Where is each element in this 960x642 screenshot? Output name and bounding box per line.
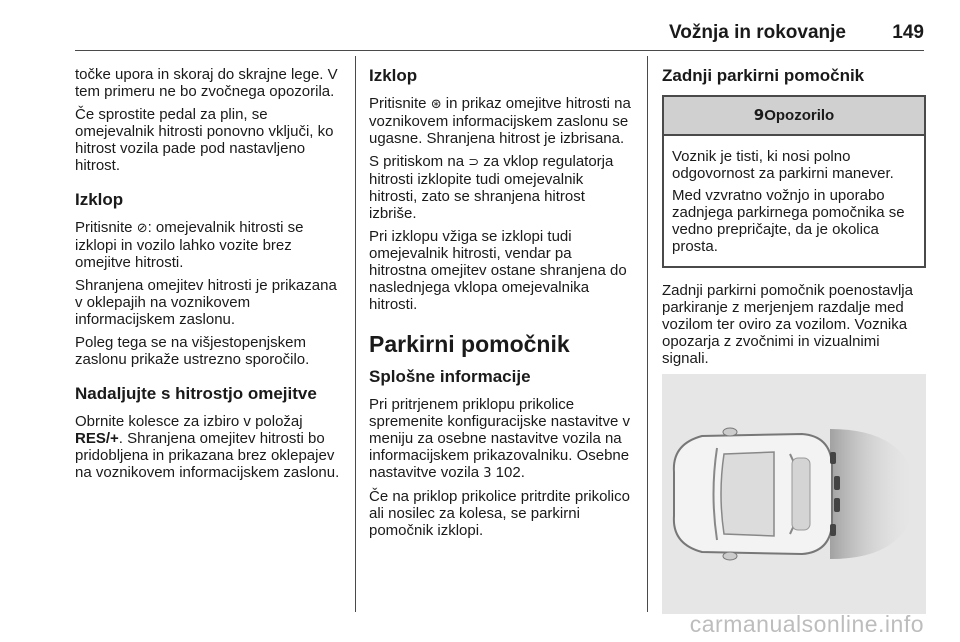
warning-text: Voznik je tisti, ki nosi polno odgovornost za parkirni manever. <box>672 148 894 182</box>
car-top-view-icon <box>662 374 926 614</box>
warning-box <box>662 95 926 268</box>
paragraph: Pri izklopu vžiga se izklopi tudi omejevalnik hitrosti, vendar pa hitrostna omejitev ostane shranjena do naslednjega vklopa omejevalnika hitrosti. <box>369 228 627 313</box>
paragraph: točke upora in skoraj do skrajne lege. V tem primeru ne bo zvočnega opozorila. <box>75 66 338 100</box>
warning-body <box>664 136 924 266</box>
warning-title: Opozorilo <box>764 107 835 124</box>
paragraph: Če sprostite pedal za plin, se omejevalnik hitrosti ponovno vključi, ko hitrost vozila pade pod nastavljeno hitrost. <box>75 106 334 174</box>
warning-text: Med vzvratno vožnjo in uporabo zadnjega parkirnega pomočnika se vedno prepričajte, da je okolica prosta. <box>672 187 905 255</box>
paragraph: Shranjena omejitev hitrosti je prikazana v oklepajih na voznikovem informacijskem zaslonu. <box>75 277 337 328</box>
heading-izklop: Izklop <box>75 190 124 209</box>
heading-zadnji-parkirni-pomocnik: Zadnji parkirni pomočnik <box>662 66 865 85</box>
heading-nadaljujte: Nadaljujte s hitrostjo omejitve <box>75 384 317 403</box>
heading-izklop-2: Izklop <box>369 66 418 85</box>
column-1 <box>75 66 345 487</box>
page-number: 149 <box>892 22 924 43</box>
paragraph: Obrnite kolesce za izbiro v položaj RES/+. Shranjena omejitev hitrosti bo pridobljena in prikazana brez oklepajev na voznikovem informacijskem zaslonu. <box>75 413 340 481</box>
paragraph: S pritiskom na ⊃ za vklop regulatorja hitrosti izklopite tudi omejevalnik hitrosti, zato se shranjena hitrost izbriše. <box>369 153 614 222</box>
paragraph: Pritisnite ⊛ in prikaz omejitve hitrosti na voznikovem informacijskem zaslonu se ugasne. Shranjena hitrost je izbrisana. <box>369 95 631 147</box>
paragraph: Poleg tega se na višjestopenjskem zaslonu prikaže ustrezno sporočilo. <box>75 334 310 368</box>
column-divider-2 <box>647 56 648 612</box>
column-3 <box>662 66 926 373</box>
page-header <box>75 0 924 50</box>
limiter-off-icon: ⊘ <box>136 221 148 236</box>
column-2 <box>369 66 631 545</box>
header-rule <box>75 50 924 51</box>
paragraph: Pritisnite ⊘: omejevalnik hitrosti se izklopi in vozilo lahko vozite brez omejitve hitrosti. <box>75 219 304 271</box>
speed-limiter-icon: ⊛ <box>430 97 442 112</box>
column-divider-1 <box>355 56 356 612</box>
watermark: carmanualsonline.info <box>689 611 924 637</box>
warning-header <box>664 97 924 136</box>
heading-parkirni-pomocnik: Parkirni pomočnik <box>369 331 570 357</box>
parking-sensor-illustration <box>662 374 926 614</box>
page-reference-icon: 3 <box>483 466 492 481</box>
paragraph: Pri pritrjenem priklopu prikolice spremenite konfiguracijske nastavitve v meniju za osebne nastavitve vozila na informacijskem prikazovalniku. Osebne nastavitve vozila 3 102. <box>369 396 630 481</box>
paragraph: Zadnji parkirni pomočnik poenostavlja parkiranje z merjenjem razdalje med vozilom ter oviro za vozilom. Voznika opozarja z zvočnimi in vizualnimi signali. <box>662 282 913 367</box>
warning-icon: 9 <box>753 106 765 124</box>
heading-splosne-informacije: Splošne informacije <box>369 367 531 386</box>
res-label: RES/+ <box>75 430 119 447</box>
paragraph: Če na priklop prikolice pritrdite prikolico ali nosilec za kolesa, se parkirni pomočnik izklopi. <box>369 488 630 539</box>
cruise-control-icon: ⊃ <box>468 155 480 170</box>
page-title: Vožnja in rokovanje <box>668 22 846 43</box>
